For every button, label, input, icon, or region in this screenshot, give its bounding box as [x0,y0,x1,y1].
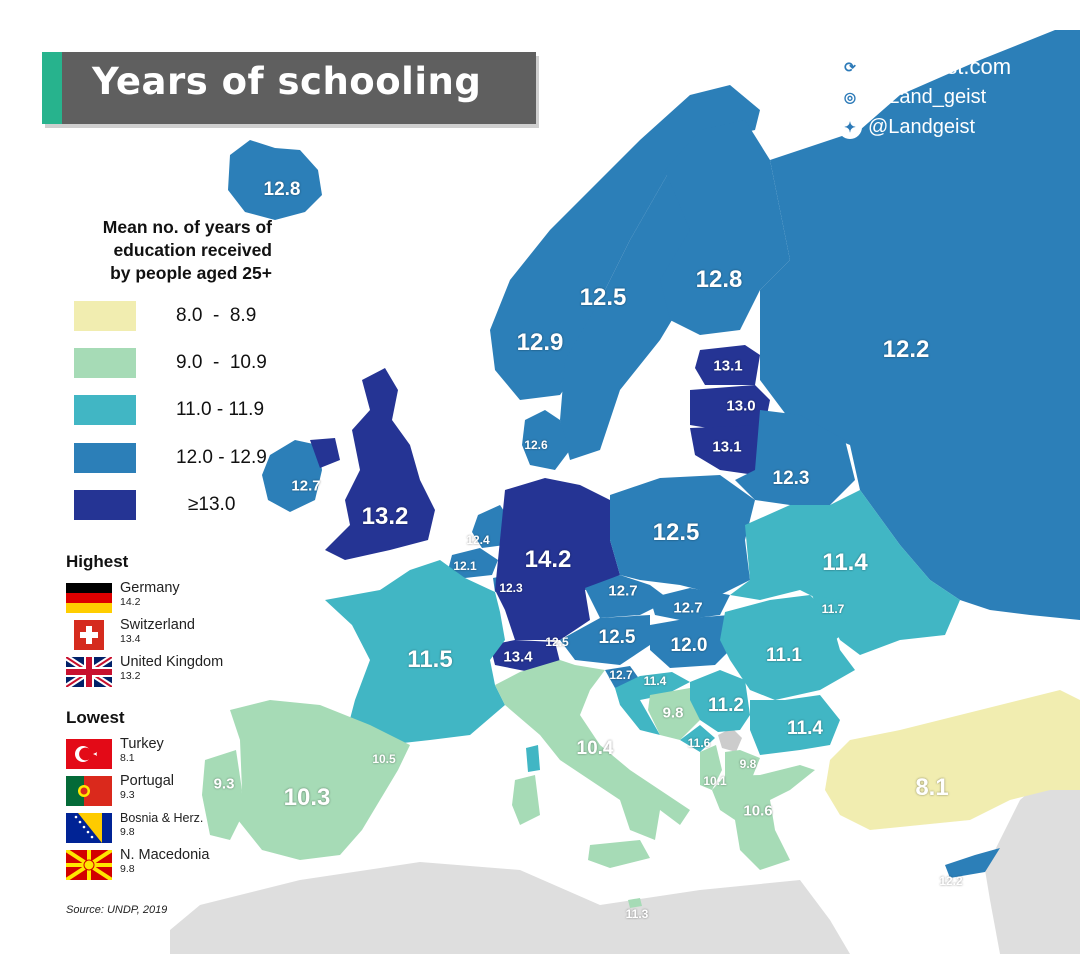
map-label-belarus: 12.3 [772,468,810,489]
rank-country: Germany [120,580,180,596]
bosnia-flag-icon [66,813,112,843]
map-label-poland: 12.5 [652,519,700,546]
map-label-uk: 13.2 [361,503,409,530]
lowest-item [66,810,203,843]
map-label-greece: 10.6 [743,802,773,820]
rank-value: 8.1 [120,752,135,764]
legend-swatch [74,348,136,378]
map-label-malta: 11.3 [625,907,649,921]
brand-twitter[interactable] [838,112,1011,142]
map-label-liechtenstein: 12.5 [545,635,569,649]
map-label-spain: 10.3 [283,784,331,811]
map-label-romania: 11.1 [766,645,802,666]
map-label-finland: 12.8 [695,266,743,293]
rank-text [120,580,180,608]
rank-text [120,773,174,801]
country-corsica [526,745,540,772]
map-label-albania: 10.1 [703,774,727,788]
map-label-iceland: 12.8 [263,179,301,200]
legend-title-line: education received [113,240,272,260]
germany-flag-icon [66,583,112,613]
rank-country: Turkey [120,736,164,752]
legend-title-line: by people aged 25+ [110,263,272,283]
map-label-france: 11.5 [407,646,453,673]
rank-text [120,654,223,682]
rank-value: 14.2 [120,596,141,608]
rank-text [120,810,203,838]
north-macedonia-flag-icon [66,850,112,880]
rank-value: 9.3 [120,789,135,801]
instagram-icon: ◎ [838,85,862,109]
legend-item [74,348,267,378]
lowest-heading: Lowest [66,708,125,727]
title-accent [42,52,62,124]
legend-label: 8.0 - 8.9 [176,305,257,326]
map-label-moldova: 11.7 [821,602,845,616]
map-label-croatia: 11.4 [643,674,667,688]
map-label-andorra: 10.5 [372,752,396,766]
country-sicily [588,840,650,868]
map-label-turkey: 8.1 [915,774,949,801]
map-label-hungary: 12.0 [670,635,708,656]
map-label-belgium: 12.1 [453,559,477,573]
legend-title [52,216,272,285]
map-label-austria: 12.5 [598,627,636,648]
rank-text [120,617,195,645]
map-label-montenegro: 11.6 [687,736,711,750]
highest-heading: Highest [66,552,129,571]
map-label-north-macedonia: 9.8 [739,757,757,771]
legend-item [74,395,264,425]
highest-item [66,654,223,687]
map-label-cyprus: 12.2 [939,874,963,888]
rank-country: United Kingdom [120,654,224,670]
legend-label: 12.0 - 12.9 [176,447,267,468]
north-africa-land [170,862,850,954]
map-label-slovakia: 12.7 [673,599,703,617]
page-title: Years of schooling [92,60,482,103]
map-label-luxembourg: 12.3 [499,581,523,595]
map-label-lithuania: 13.1 [712,438,742,456]
legend-swatch [74,443,136,473]
rank-country: Switzerland [120,617,195,633]
brand-instagram-text: @Land_geist [868,85,987,108]
rank-text [120,736,164,764]
turkey-flag-icon [66,739,112,769]
rank-country: Portugal [120,773,175,789]
map-label-slovenia: 12.7 [609,668,633,682]
highest-item [66,580,180,613]
map-label-germany: 14.2 [524,546,572,573]
map-label-switzerland: 13.4 [503,648,533,666]
rank-country: Bosnia & Herz. [120,811,204,825]
source-note: Source: UNDP, 2019 [66,904,168,916]
brand-website[interactable] [838,52,1011,82]
legend-label: 9.0 - 10.9 [176,352,267,373]
map-label-sweden: 12.5 [579,284,627,311]
map-label-latvia: 13.0 [726,397,756,415]
country-uk [325,368,435,560]
legend-item [74,490,235,520]
brand-instagram[interactable] [838,82,1011,112]
rank-text [120,847,209,875]
map-label-bosnia: 9.8 [662,704,684,722]
legend-item [74,443,267,473]
highest-item [66,617,195,650]
legend-swatch [74,490,136,520]
country-sardinia [512,775,540,825]
lowest-item [66,736,164,769]
map-label-portugal: 9.3 [213,775,235,793]
map-label-serbia: 11.2 [708,695,744,716]
map-label-netherlands: 12.4 [466,533,490,547]
landgeist-logo-icon: ⟳ [838,55,862,79]
country-portugal [202,750,242,840]
brand-website-text: Landgeist.com [868,54,1012,79]
map-label-estonia: 13.1 [713,357,743,375]
legend-swatch [74,395,136,425]
legend-swatch [74,301,136,331]
uk-flag-icon [66,657,112,687]
rank-country: N. Macedonia [120,847,210,863]
rank-value: 13.2 [120,670,141,682]
legend-item [74,301,256,331]
brand-twitter-text: @Landgeist [868,115,976,138]
legend-label: ≥13.0 [188,494,236,515]
map-label-russia: 12.2 [882,336,930,363]
rank-value: 9.8 [120,826,135,838]
map-label-ireland: 12.7 [291,477,321,495]
map-label-denmark: 12.6 [524,438,548,452]
map-label-bulgaria: 11.4 [787,718,823,739]
country-ireland [262,440,322,512]
switzerland-flag-icon [66,620,112,650]
map-label-ukraine: 11.4 [822,549,868,576]
map-label-italy: 10.4 [576,738,614,759]
rank-value: 13.4 [120,633,141,645]
legend-title-line: Mean no. of years of [102,217,272,237]
map-label-norway: 12.9 [516,329,564,356]
map-label-czechia: 12.7 [608,582,638,600]
lowest-item [66,773,174,806]
legend-label: 11.0 - 11.9 [176,399,265,420]
portugal-flag-icon [66,776,112,806]
twitter-icon: ✦ [838,115,862,139]
lowest-item [66,847,209,880]
brand-block [838,52,1011,142]
rank-value: 9.8 [120,863,135,875]
